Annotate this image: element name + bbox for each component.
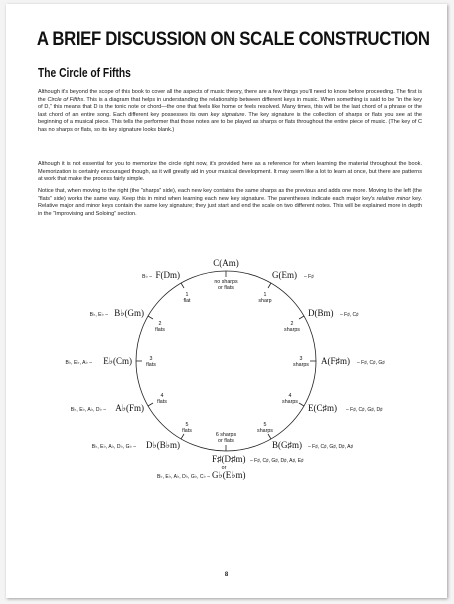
sharp-key-1 — [258, 270, 314, 304]
count-number: 3 — [299, 356, 303, 362]
count-word: flat — [183, 298, 191, 304]
count-number: 5 — [263, 422, 267, 428]
key-label: G(Em) — [272, 270, 297, 280]
paragraph-text: . The key signature is the collection of sharps or flats you see at the beginning of a musical piece. This tells the performer that those notes are to be played as sharps or flats throughout the entire piece of music. (The key of C has no sharps or flats, so its key signature looks blank.) — [38, 111, 422, 133]
circle-ring — [136, 271, 316, 451]
circle-of-fifths-diagram — [6, 4, 447, 598]
paragraph-text: Notice that, when moving to the right (the “sharps” side), each new key contains the same sharps as the previous and adds one more. Moving to the left (the “flats” side) works the same way. Keep this in mind when learning each new key signature. The parentheses indicate each major key's — [38, 188, 422, 202]
key-label: A♭(Fm) — [115, 403, 144, 413]
accidentals-label: – F♯, C♯, G♯ — [357, 360, 385, 366]
count-word: sharps — [293, 362, 309, 368]
page-number: 8 — [224, 572, 229, 578]
accidentals-label: – F♯, C♯, G♯, D♯, A♯ — [308, 444, 354, 450]
tick-mark — [181, 434, 184, 439]
accidentals-label: B♭, E♭, A♭, D♭, G♭ – — [91, 444, 136, 450]
section-title: The Circle of Fifths — [38, 66, 131, 80]
emphasis-circle-of-fifths: Circle of Fifths — [47, 96, 84, 103]
count-number: 3 — [149, 356, 153, 362]
count-number: 1 — [263, 292, 267, 298]
accidentals-bottom-sharp: – F♯, C♯, G♯, D♯, A♯, E♯ — [250, 458, 304, 464]
accidentals-label: – F♯, C♯ — [340, 312, 359, 318]
tick-mark — [268, 434, 271, 439]
accidentals-bottom-flat: B♭, E♭, A♭, D♭, G♭, C♭ – — [156, 474, 210, 480]
tick-mark — [299, 316, 304, 319]
count-label-bottom-1: 6 sharps — [215, 432, 237, 438]
accidentals-label: B♭, E♭ – — [89, 312, 108, 318]
flat-key-2 — [90, 308, 166, 333]
paragraph-text: Although it's beyond the scope of this book to cover all the aspects of music theory, there are a few things you'll need to know before proceeding. The first is the — [38, 89, 422, 103]
flat-key-3 — [65, 356, 156, 368]
sharp-key-4 — [282, 393, 383, 413]
count-word: flats — [182, 428, 192, 434]
sharp-key-2 — [284, 308, 359, 333]
flat-key-1 — [142, 270, 191, 304]
count-word: flats — [146, 362, 156, 368]
key-label: B♭(Gm) — [114, 308, 144, 318]
count-word: flats — [157, 399, 167, 405]
paragraph-text: Although it is not essential for you to memorize the circle right now, it's provided here as a reference for when learning the material throughout the book. Memorization is certainly encouraged though, as it will greatly aid in your musical development. It may seem like a lot to learn at once, but there are patterns at work that make the process fairly simple. — [38, 161, 422, 183]
count-number: 4 — [288, 393, 292, 399]
accidentals-label: B♭, E♭, A♭, D♭ – — [70, 407, 106, 413]
key-label-bottom-sharp: F♯(D♯m) — [212, 454, 246, 464]
key-label: A(F♯m) — [321, 356, 350, 366]
count-word: sharps — [257, 428, 273, 434]
count-number: 1 — [185, 292, 189, 298]
book-page — [6, 4, 447, 598]
sharp-key-3 — [293, 356, 385, 368]
count-label-top-2: or flats — [218, 285, 234, 291]
key-label: F(Dm) — [155, 270, 180, 280]
accidentals-label: B♭, E♭, A♭ – — [65, 360, 92, 366]
tick-mark — [181, 283, 184, 288]
key-label: D♭(B♭m) — [146, 440, 180, 450]
key-label: E♭(Cm) — [103, 356, 132, 366]
key-label: B(G♯m) — [272, 440, 302, 450]
key-label-top: C(Am) — [213, 258, 239, 268]
count-word: flats — [155, 327, 165, 333]
count-label-top-1: no sharps — [214, 279, 238, 285]
tick-mark — [268, 283, 271, 288]
sharp-key-5 — [257, 422, 353, 450]
count-number: 2 — [158, 321, 162, 327]
page-title: A BRIEF DISCUSSION ON SCALE CONSTRUCTION — [36, 28, 430, 50]
emphasis-key-signature: key signature — [210, 111, 245, 118]
count-label-bottom-2: or flats — [218, 438, 234, 444]
count-number: 4 — [160, 393, 164, 399]
paragraph-text: key. Relative major and minor keys contain the same key signature; they just start and end the scale on two different notes. This will be explained more in depth in the “Improvising and Soloing” section. — [38, 195, 423, 217]
tick-mark — [299, 403, 304, 406]
flat-key-5 — [92, 422, 193, 450]
count-number: 2 — [290, 321, 294, 327]
accidentals-label: B♭ – — [142, 274, 152, 280]
paragraph-text: . This is a diagram that helps in understanding the relationship between different keys in music. When something is said to be “in the key of D,” this means that D is the tonic note or chord—the one that feels like home or feels resolved. Many times, this will be the last chord of a phrase or the last chord of an entire song. Each different key possesses its own — [38, 96, 422, 118]
count-number: 5 — [185, 422, 189, 428]
flat-key-4 — [71, 393, 167, 413]
key-label-bottom-flat: G♭(E♭m) — [212, 470, 246, 480]
count-word: sharp — [258, 298, 272, 304]
emphasis-relative-minor: relative minor — [376, 195, 411, 202]
count-word: sharps — [284, 327, 300, 333]
count-word: sharps — [282, 399, 298, 405]
key-label: D(Bm) — [308, 308, 334, 318]
accidentals-label: – F♯ — [304, 274, 314, 280]
tick-mark — [148, 316, 153, 319]
tick-mark — [148, 403, 153, 406]
key-label-bottom-or: or — [221, 465, 227, 471]
accidentals-label: – F♯, C♯, G♯, D♯ — [346, 407, 383, 413]
key-label: E(C♯m) — [308, 403, 337, 413]
